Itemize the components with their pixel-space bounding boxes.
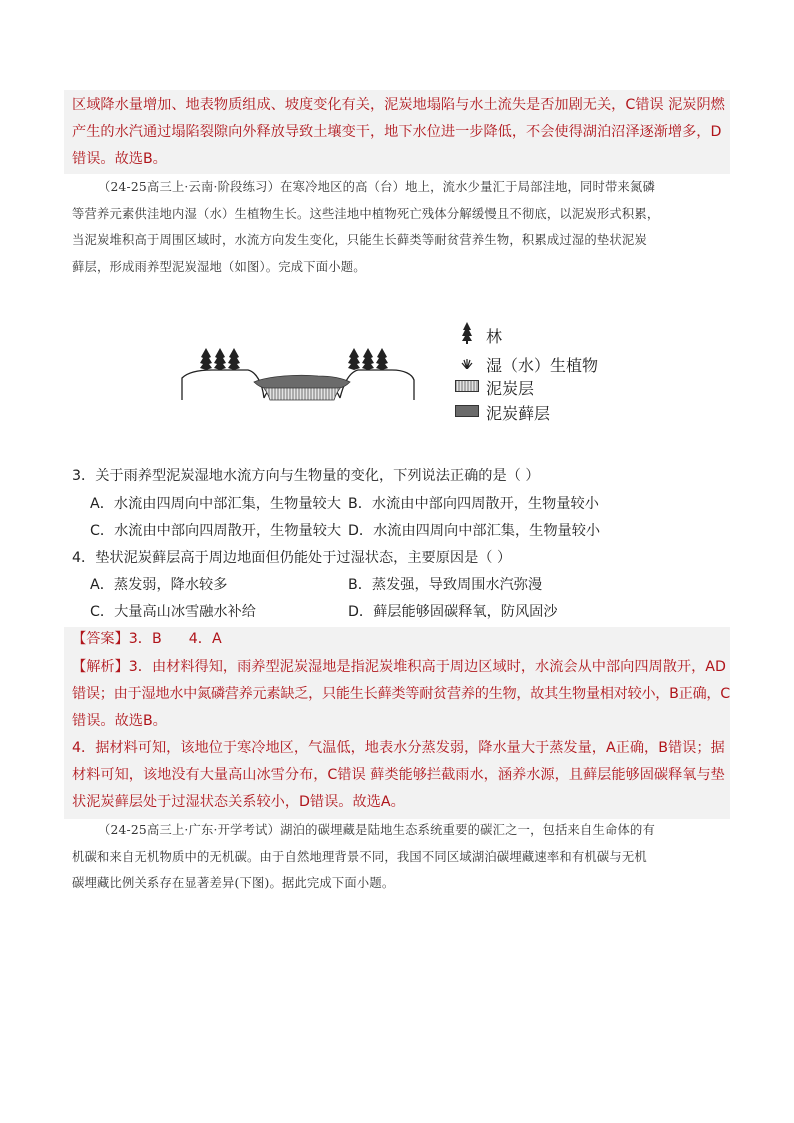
peat-layer-swatch — [455, 380, 479, 392]
peat-moss-layer — [254, 375, 350, 388]
tree-icon — [460, 322, 474, 344]
analysis-line: 错误；由于湿地水中氮磷营养元素缺乏，只能生长藓类等耐贫营养的生物，故其生物量相对较小，B正确，C — [72, 686, 730, 702]
previous-analysis-text — [72, 92, 732, 173]
tree-group-left — [200, 348, 240, 370]
analysis-text — [72, 654, 732, 816]
legend-label-forest: 林 — [486, 327, 503, 346]
question-4-stem: 4．垫状泥炭藓层高于周边地面但仍能处于过湿状态，主要原因是（ ） — [72, 550, 512, 566]
question-4-option-a[interactable]: A．蒸发弱，降水较多 — [90, 577, 228, 593]
legend-label-peat-moss-layer: 泥炭藓层 — [486, 404, 551, 423]
question-passage — [72, 817, 732, 897]
analysis-line: 材料可知，该地没有大量高山冰雪分布，C错误 藓类能够拦截雨水，涵养水源，且藓层能够固碳释氧与垫 — [72, 767, 725, 783]
peat-wetland-diagram — [178, 338, 418, 408]
answer-text: 3．B 4．A — [128, 631, 222, 647]
peat-moss-layer-swatch — [455, 405, 479, 417]
text-line: 错误。故选B。 — [72, 151, 167, 167]
answer-label: 【答案】 — [72, 631, 129, 647]
passage-line: 当泥炭堆积高于周围区域时，水流方向发生变化，只能生长藓类等耐贫营养生物，积累成过湿的垫状泥炭 — [72, 233, 647, 247]
question-4-option-b[interactable]: B．蒸发强，导致周围水汽弥漫 — [348, 577, 543, 593]
answer-line — [72, 626, 222, 653]
legend-label-peat-layer: 泥炭层 — [486, 379, 535, 398]
passage-line: 碳埋藏比例关系存在显著差异(下图)。据此完成下面小题。 — [72, 876, 395, 890]
wetland-plant-icon — [461, 355, 473, 369]
text-line: 产生的水汽通过塌陷裂隙向外释放导致土壤变干，地下水位进一步降低，不会使得湖泊沼泽逐渐增多，D — [72, 124, 722, 140]
analysis-line: 状泥炭藓层处于过湿状态关系较小，D错误。故选A。 — [72, 794, 405, 810]
tree-group-right — [348, 348, 388, 370]
question-3-option-c[interactable]: C．水流由中部向四周散开，生物量较大 — [90, 523, 342, 539]
passage-line: （24-25高三上·广东·开学考试）湖泊的碳埋藏是陆地生态系统重要的碳汇之一，包括来自生命体的有 — [98, 823, 656, 837]
text-line: 区域降水量增加、地表物质组成、坡度变化有关，泥炭地塌陷与水土流失是否加剧无关，C错误 泥炭阴燃 — [72, 97, 725, 113]
question-4-option-d[interactable]: D．藓层能够固碳释氧，防风固沙 — [348, 604, 558, 620]
analysis-line: 4．据材料可知，该地位于寒冷地区，气温低，地表水分蒸发弱，降水量大于蒸发量，A正确，B错误；据 — [72, 740, 725, 756]
analysis-line: 错误。故选B。 — [72, 713, 167, 729]
passage-line: 机碳和来自无机物质中的无机碳。由于自然地理背景不同，我国不同区域湖泊碳埋藏速率和有机碳与无机 — [72, 849, 647, 864]
question-3-stem: 3．关于雨养型泥炭湿地水流方向与生物量的变化，下列说法正确的是（ ） — [72, 468, 540, 484]
question-passage — [72, 174, 732, 280]
analysis-label: 【解析】 — [72, 659, 129, 675]
question-3-option-b[interactable]: B．水流由中部向四周散开，生物量较小 — [348, 496, 599, 512]
passage-line: （24-25高三上·云南·阶段练习）在寒冷地区的高（台）地上，流水少量汇于局部洼地，同时带来氮磷 — [98, 180, 656, 194]
analysis-line: 【解析】3．由材料得知，雨养型泥炭湿地是指泥炭堆积高于周边区域时，水流会从中部向四周散开，AD — [72, 659, 726, 675]
passage-line: 藓层，形成雨养型泥炭湿地（如图）。完成下面小题。 — [72, 259, 366, 274]
question-3-option-d[interactable]: D．水流由四周向中部汇集，生物量较小 — [348, 523, 601, 539]
legend-label-wetland-plants: 湿（水）生植物 — [486, 356, 599, 375]
passage-line: 等营养元素供洼地内湿（水）生植物生长。这些洼地中植物死亡残体分解缓慢且不彻底，以泥炭形式积累， — [72, 206, 660, 221]
question-4-option-c[interactable]: C．大量高山冰雪融水补给 — [90, 604, 256, 620]
question-3-option-a[interactable]: A．水流由四周向中部汇集，生物量较大 — [90, 496, 341, 512]
